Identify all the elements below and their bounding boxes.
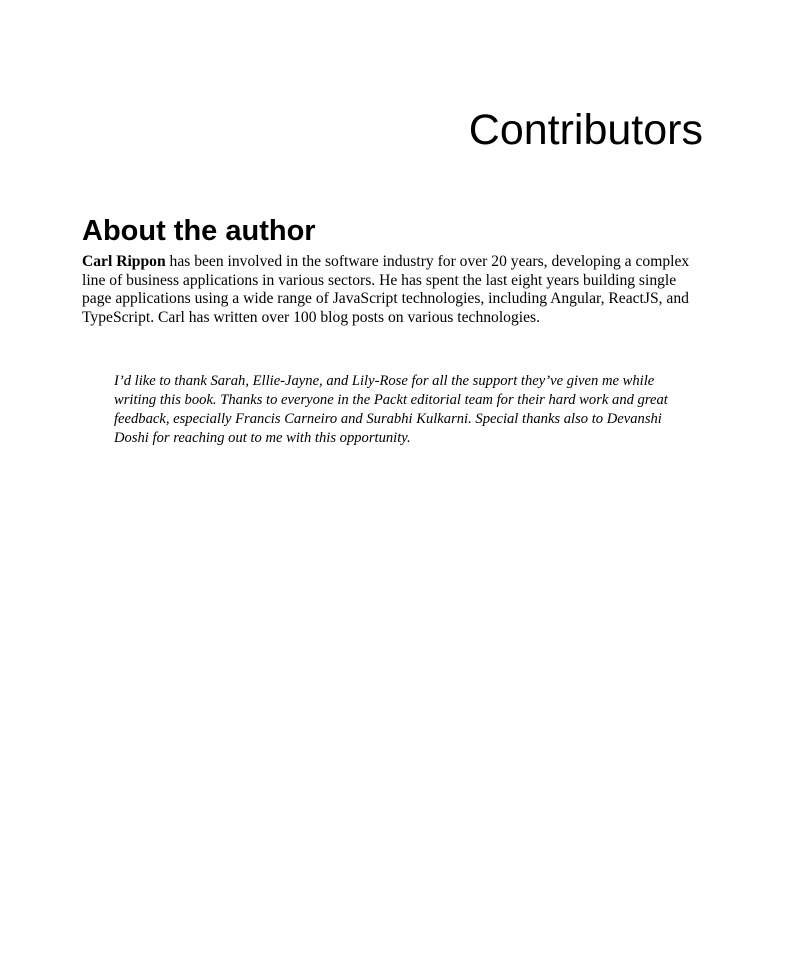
author-bio-text: has been involved in the software industry for over 20 years, developing a complex line of business applications in various sectors. He has spent the last eight years building single page applications using a wide range of JavaScript technologies, including Angular, ReactJS, and TypeScript. Carl has written over 100 blog posts on various technologies. <box>82 253 690 326</box>
page-title: Contributors <box>468 106 703 154</box>
acknowledgement-text: I’d like to thank Sarah, Ellie-Jayne, and Lily-Rose for all the support they’ve given me while writing this book. Thanks to everyone in the Packt editorial team for their hard work and great feedback, especially Francis Carneiro and Surabhi Kulkarni. Special thanks also to Devanshi Doshi for reaching out to me with this opportunity. <box>114 373 668 446</box>
author-name: Carl Rippon <box>82 253 166 270</box>
section-heading: About the author <box>82 215 316 247</box>
author-bio <box>82 253 698 327</box>
